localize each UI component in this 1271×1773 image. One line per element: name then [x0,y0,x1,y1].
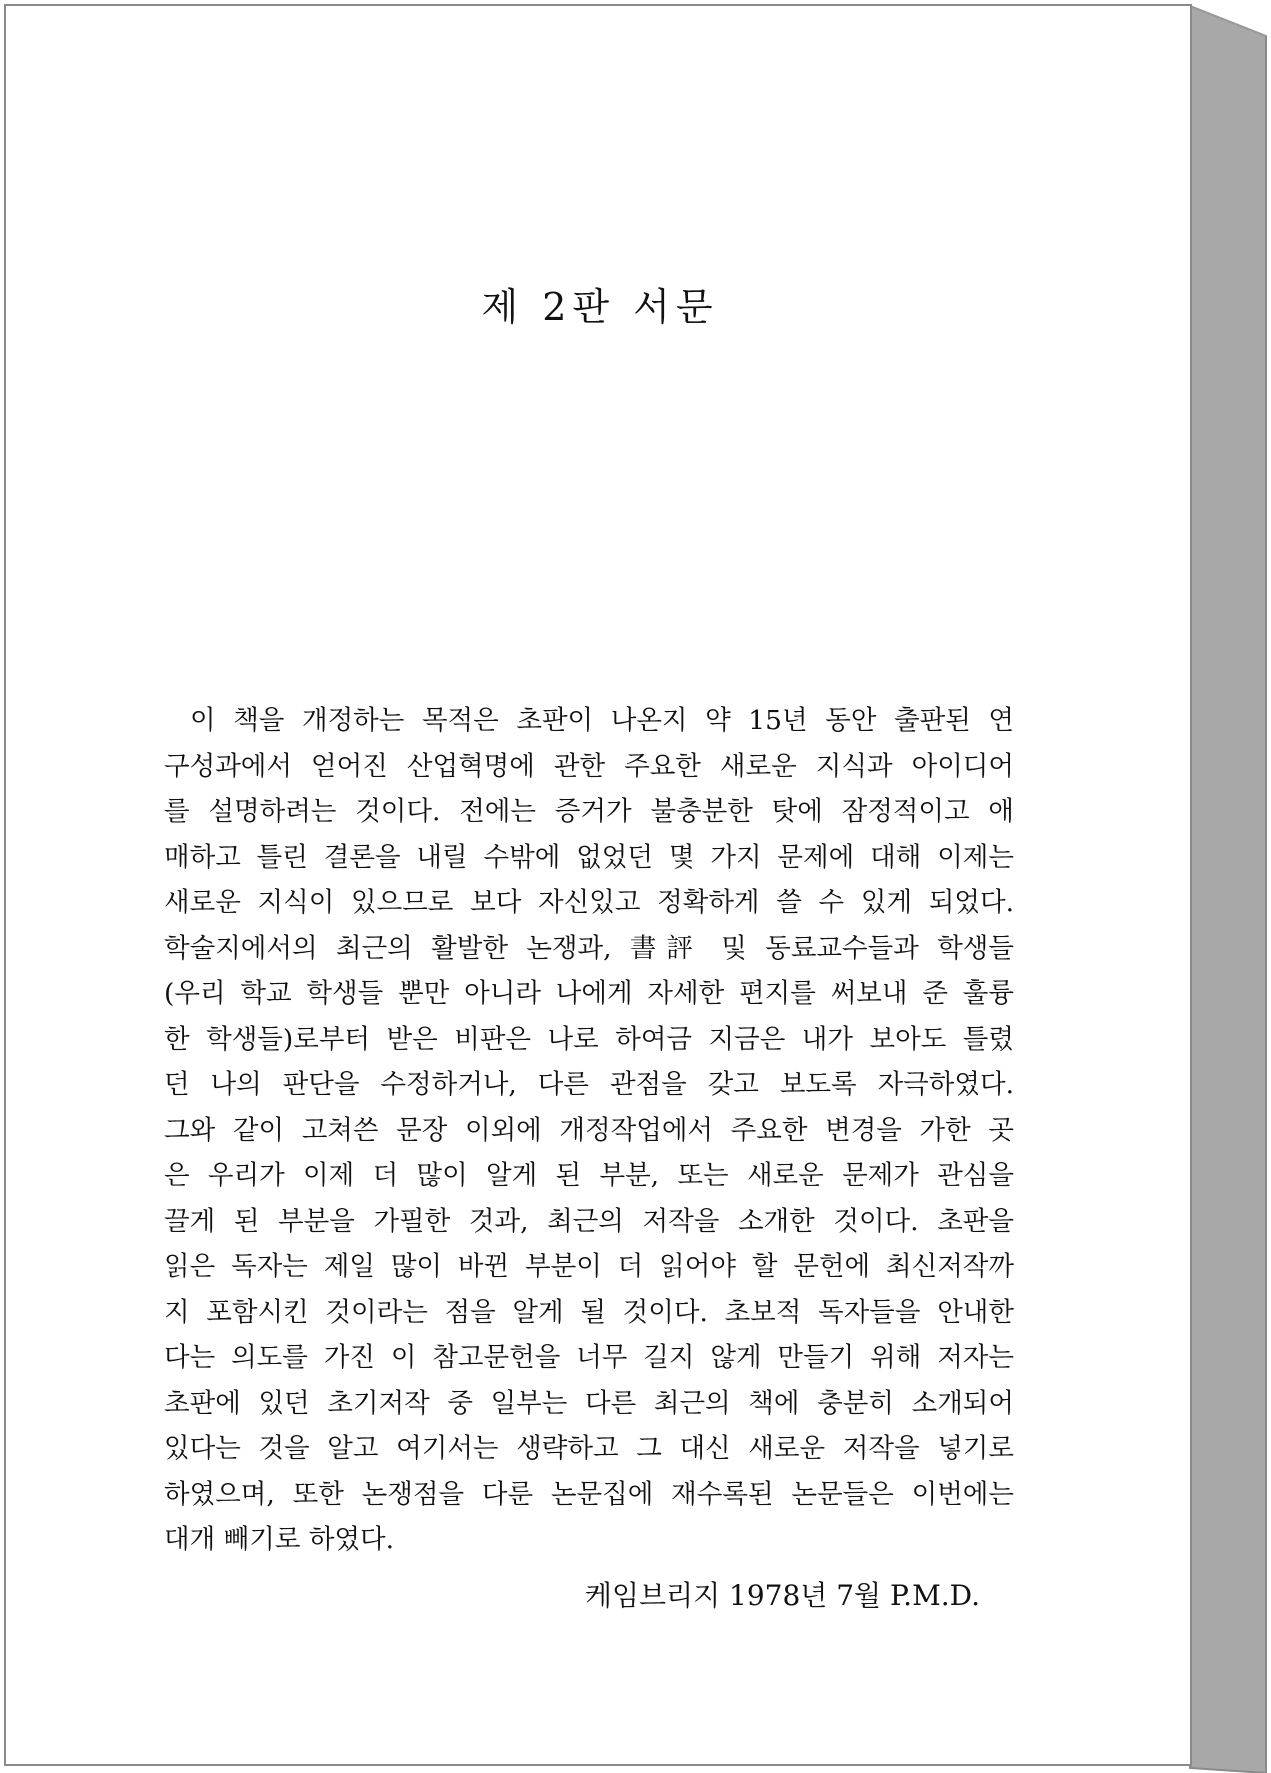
body-line: (우리 학교 학생들 뿐만 아니라 나에게 자세한 편지를 써보내 준 훌륭 [164,978,1014,1009]
body-line: 지 포함시킨 것이라는 점을 알게 될 것이다. 초보적 독자들을 안내한 [164,1296,1014,1328]
body-line: 있다는 것을 알고 여기서는 생략하고 그 대신 새로운 저작을 넣기로 [164,1433,1014,1464]
body-line: 한 학생들)로부터 받은 비판은 나로 하여금 지금은 내가 보아도 틀렸 [164,1023,1014,1055]
body-line: 그와 같이 고쳐쓴 문장 이외에 개정작업에서 주요한 변경을 가한 곳 [164,1114,1014,1146]
body-line: 매하고 틀린 결론을 내릴 수밖에 없었던 몇 가지 문제에 대해 이제는 [164,841,1014,873]
body-line: 학술지에서의 최근의 활발한 논쟁과, 書評 및 동료교수들과 학생들 [164,932,1014,964]
body-line: 구성과에서 얻어진 산업혁명에 관한 주요한 새로운 지식과 아이디어 [164,750,1014,782]
page-title: 제 2판 서문 [481,285,719,329]
body-line: 은 우리가 이제 더 많이 알게 된 부분, 또는 새로운 문제가 관심을 [164,1160,1014,1191]
body-line: 끌게 된 부분을 가필한 것과, 최근의 저작을 소개한 것이다. 초판을 [164,1205,1014,1237]
preface-body [164,698,1014,1563]
body-line: 던 나의 판단을 수정하거나, 다른 관점을 갖고 보도록 자극하였다. [164,1069,1014,1100]
body-line: 를 설명하려는 것이다. 전에는 증거가 불충분한 탓에 잠정적이고 애 [164,796,1014,827]
body-line: 다는 의도를 가진 이 참고문헌을 너무 길지 않게 만들기 위해 저자는 [164,1342,1014,1373]
body-line: 대개 빼기로 하였다. [164,1524,395,1555]
book-page [4,4,1192,1766]
body-line: 이 책을 개정하는 목적은 초판이 나온지 약 15년 동안 출판된 연 [190,705,1014,736]
preface-signature: 케임브리지 1978년 7월 P.M.D. [584,1579,980,1612]
body-line: 초판에 있던 초기저작 중 일부는 다른 최근의 책에 충분히 소개되어 [164,1387,1014,1419]
body-line: 새로운 지식이 있으므로 보다 자신있고 정확하게 쓸 수 있게 되었다. [164,887,1014,918]
body-line: 하였으며, 또한 논쟁점을 다룬 논문집에 재수록된 논문들은 이번에는 [164,1478,1014,1510]
body-line: 읽은 독자는 제일 많이 바뀐 부분이 더 읽어야 할 문헌에 최신저작까 [164,1251,1014,1282]
